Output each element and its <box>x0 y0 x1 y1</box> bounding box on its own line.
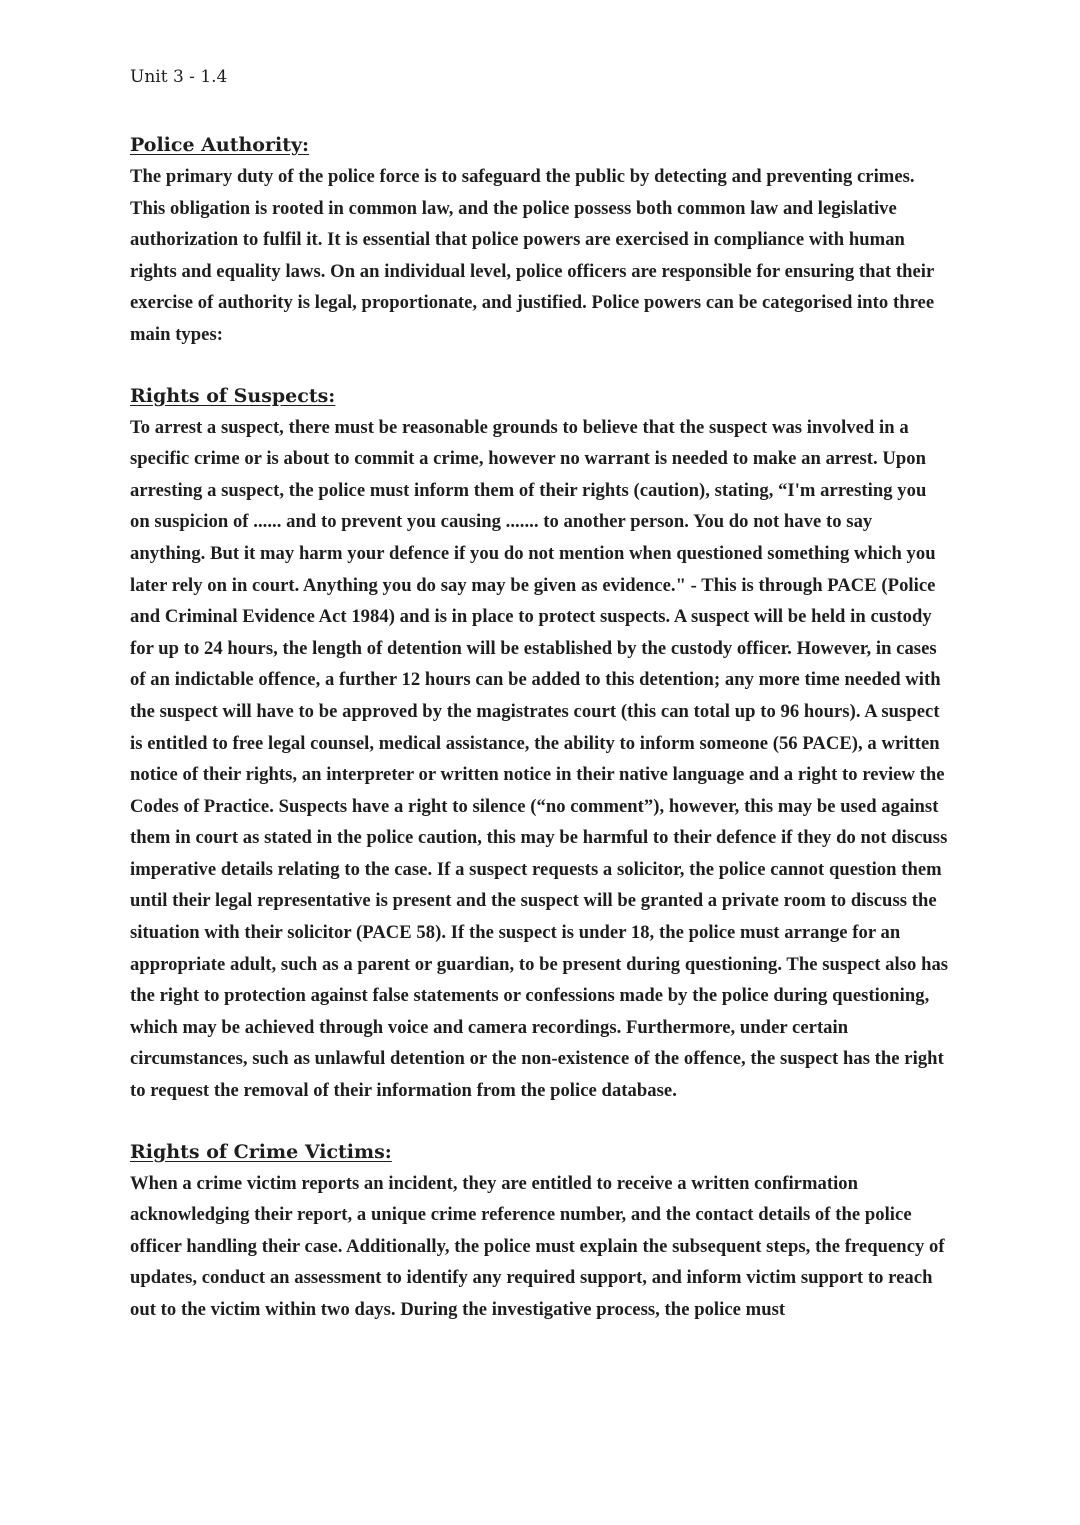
section-police-authority <box>130 130 950 351</box>
section-paragraph: The primary duty of the police force is to safeguard the public by detecting and preventing crimes. This obligation is rooted in common law, and the police possess both common law and legislative authorization to fulfil it. It is essential that police powers are exercised in compliance with human rights and equality laws. On an individual level, police officers are responsible for ensuring that their exercise of authority is legal, proportionate, and justified. Police powers can be categorised into three main types: <box>130 166 935 345</box>
document-content <box>130 62 950 1356</box>
section-rights-of-crime-victims <box>130 1137 950 1326</box>
unit-label: Unit 3 - 1.4 <box>130 67 228 87</box>
section-paragraph: To arrest a suspect, there must be reasonable grounds to believe that the suspect was involved in a specific crime or is about to commit a crime, however no warrant is needed to make an arrest. Upon arresting a suspect, the police must inform them of their rights (caution), stating, “I'm arresting you on suspicion of ...... and to prevent you causing ....... to another person. You do not have to say anything. But it may harm your defence if you do not mention when questioned something which you later rely on in court. Anything you do say may be given as evidence." - This is through PACE (Police and Criminal Evidence Act 1984) and is in place to protect suspects. A suspect will be held in custody for up to 24 hours, the length of detention will be established by the custody officer. However, in cases of an indictable offence, a further 12 hours can be added to this detention; any more time needed with the suspect will have to be approved by the magistrates court (this can total up to 96 hours). A suspect is entitled to free legal counsel, medical assistance, the ability to inform someone (56 PACE), a written notice of their rights, an interpreter or written notice in their native language and a right to review the Codes of Practice. Suspects have a right to silence (“no comment”), however, this may be used against them in court as stated in the police caution, this may be harmful to their defence if they do not discuss imperative details relating to the case. If a suspect requests a solicitor, the police cannot question them until their legal representative is present and the suspect will be granted a private room to discuss the situation with their solicitor (PACE 58). If the suspect is under 18, the police must arrange for an appropriate adult, such as a parent or guardian, to be present during questioning. The suspect also has the right to protection against false statements or confessions made by the police during questioning, which may be achieved through voice and camera recordings. Furthermore, under certain circumstances, such as unlawful detention or the non-existence of the offence, the suspect has the right to request the removal of their information from the police database. <box>130 416 949 1102</box>
section-heading: Police Authority: <box>130 134 310 156</box>
section-paragraph: When a crime victim reports an incident, they are entitled to receive a written confirmation acknowledging their report, a unique crime reference number, and the contact details of the police officer handling their case. Additionally, the police must explain the subsequent steps, the frequency of updates, conduct an assessment to identify any required support, and inform victim support to reach out to the victim within two days. During the investigative process, the police must <box>130 1172 945 1320</box>
section-rights-of-suspects <box>130 381 950 1107</box>
section-heading: Rights of Crime Victims: <box>130 1140 392 1163</box>
section-heading: Rights of Suspects: <box>130 384 336 407</box>
